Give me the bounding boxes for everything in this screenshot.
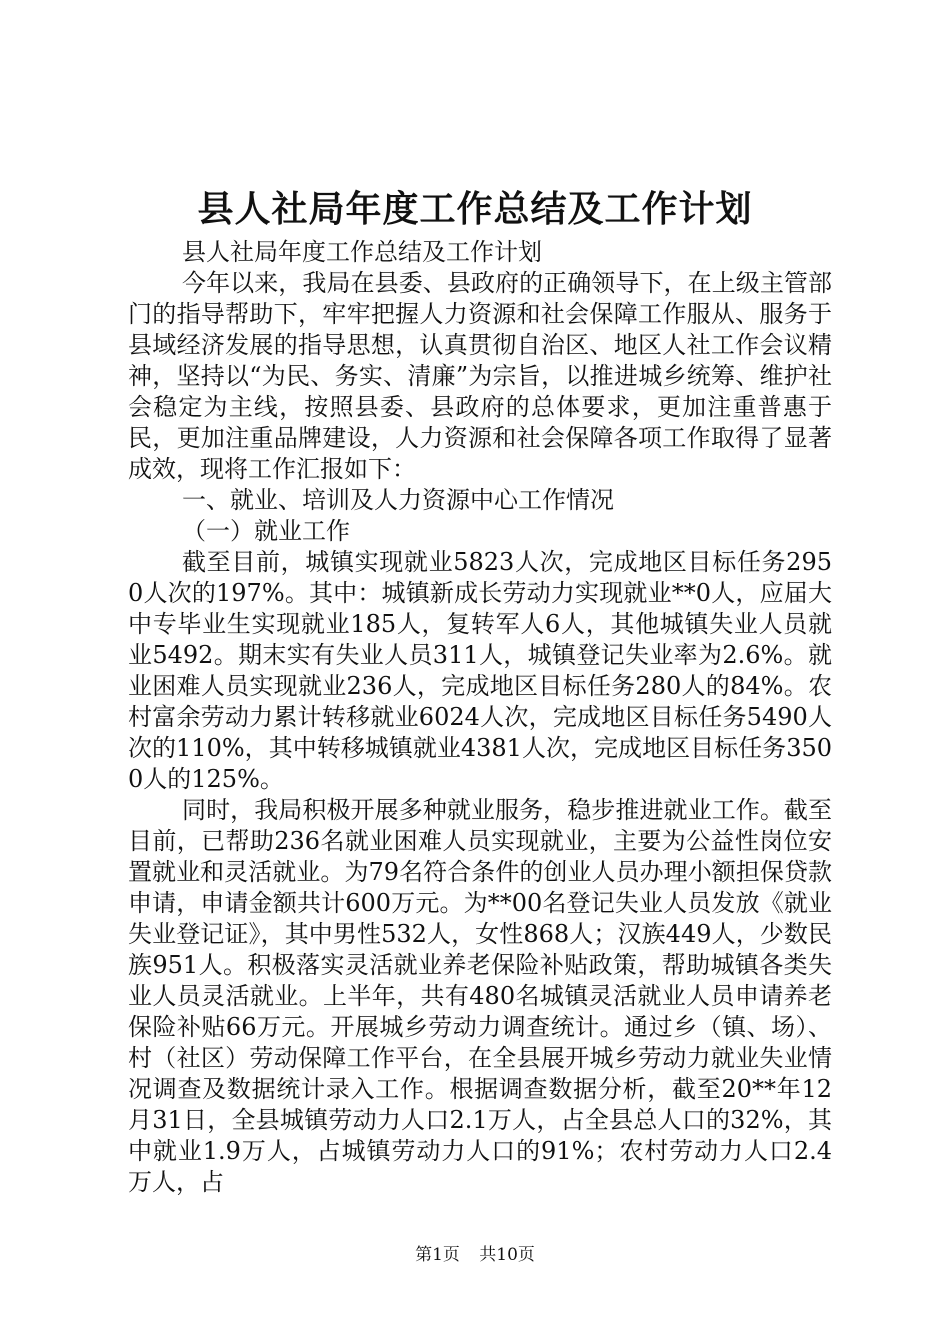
- document-subtitle: 县人社局年度工作总结及工作计划: [182, 238, 542, 266]
- page-total: 共10页: [479, 1245, 535, 1265]
- paragraph-intro: 今年以来，我局在县委、县政府的正确领导下，在上级主管部门的指导帮助下，牢牢把握人力资源和社会保障工作服从、服务于县域经济发展的指导思想，认真贯彻自治区、地区人社工作会议精神，坚持以“为民、务实、清廉”为宗旨，以推进城乡统筹、维护社会稳定为主线，按照县委、县政府的总体要求，更加注重普惠于民，更加注重品牌建设，人力资源和社会保障各项工作取得了显著成效，现将工作汇报如下：: [128, 269, 832, 483]
- page-footer: [0, 1243, 950, 1267]
- document-title: 县人社局年度工作总结及工作计划: [197, 188, 753, 230]
- document-body: [128, 237, 832, 1198]
- section-heading-employment-training: 一、就业、培训及人力资源中心工作情况: [182, 486, 614, 514]
- page-separator: [465, 1245, 474, 1265]
- paragraph-employment-stats: 截至目前，城镇实现就业5823人次，完成地区目标任务2950人次的197%。其中：城镇新成长劳动力实现就业**0人，应届大中专毕业生实现就业185人，复转军人6人，其他城镇失业人员就业5492。期末实有失业人员311人，城镇登记失业率为2.6%。就业困难人员实现就业236人，完成地区目标任务280人的84%。农村富余劳动力累计转移就业6024人次，完成地区目标任务5490人次的110%，其中转移城镇就业4381人次，完成地区目标任务3500人的125%。: [128, 548, 832, 793]
- paragraph-employment-services: 同时，我局积极开展多种就业服务，稳步推进就业工作。截至目前，已帮助236名就业困难人员实现就业，主要为公益性岗位安置就业和灵活就业。为79名符合条件的创业人员办理小额担保贷款申请，申请金额共计600万元。为**00名登记失业人员发放《就业失业登记证》，其中男性532人，女性868人；汉族449人，少数民族951人。积极落实灵活就业养老保险补贴政策，帮助城镇各类失业人员灵活就业。上半年，共有480名城镇灵活就业人员申请养老保险补贴66万元。开展城乡劳动力调查统计。通过乡（镇、场）、村（社区）劳动保障工作平台，在全县展开城乡劳动力就业失业情况调查及数据统计录入工作。根据调查数据分析，截至20**年12月31日，全县城镇劳动力人口2.1万人，占全县总人口的32%，其中就业1.9万人，占城镇劳动力人口的91%；农村劳动力人口2.4万人，占: [128, 796, 832, 1196]
- page-number: 第1页: [415, 1245, 460, 1265]
- subsection-heading-employment: （一）就业工作: [182, 517, 350, 545]
